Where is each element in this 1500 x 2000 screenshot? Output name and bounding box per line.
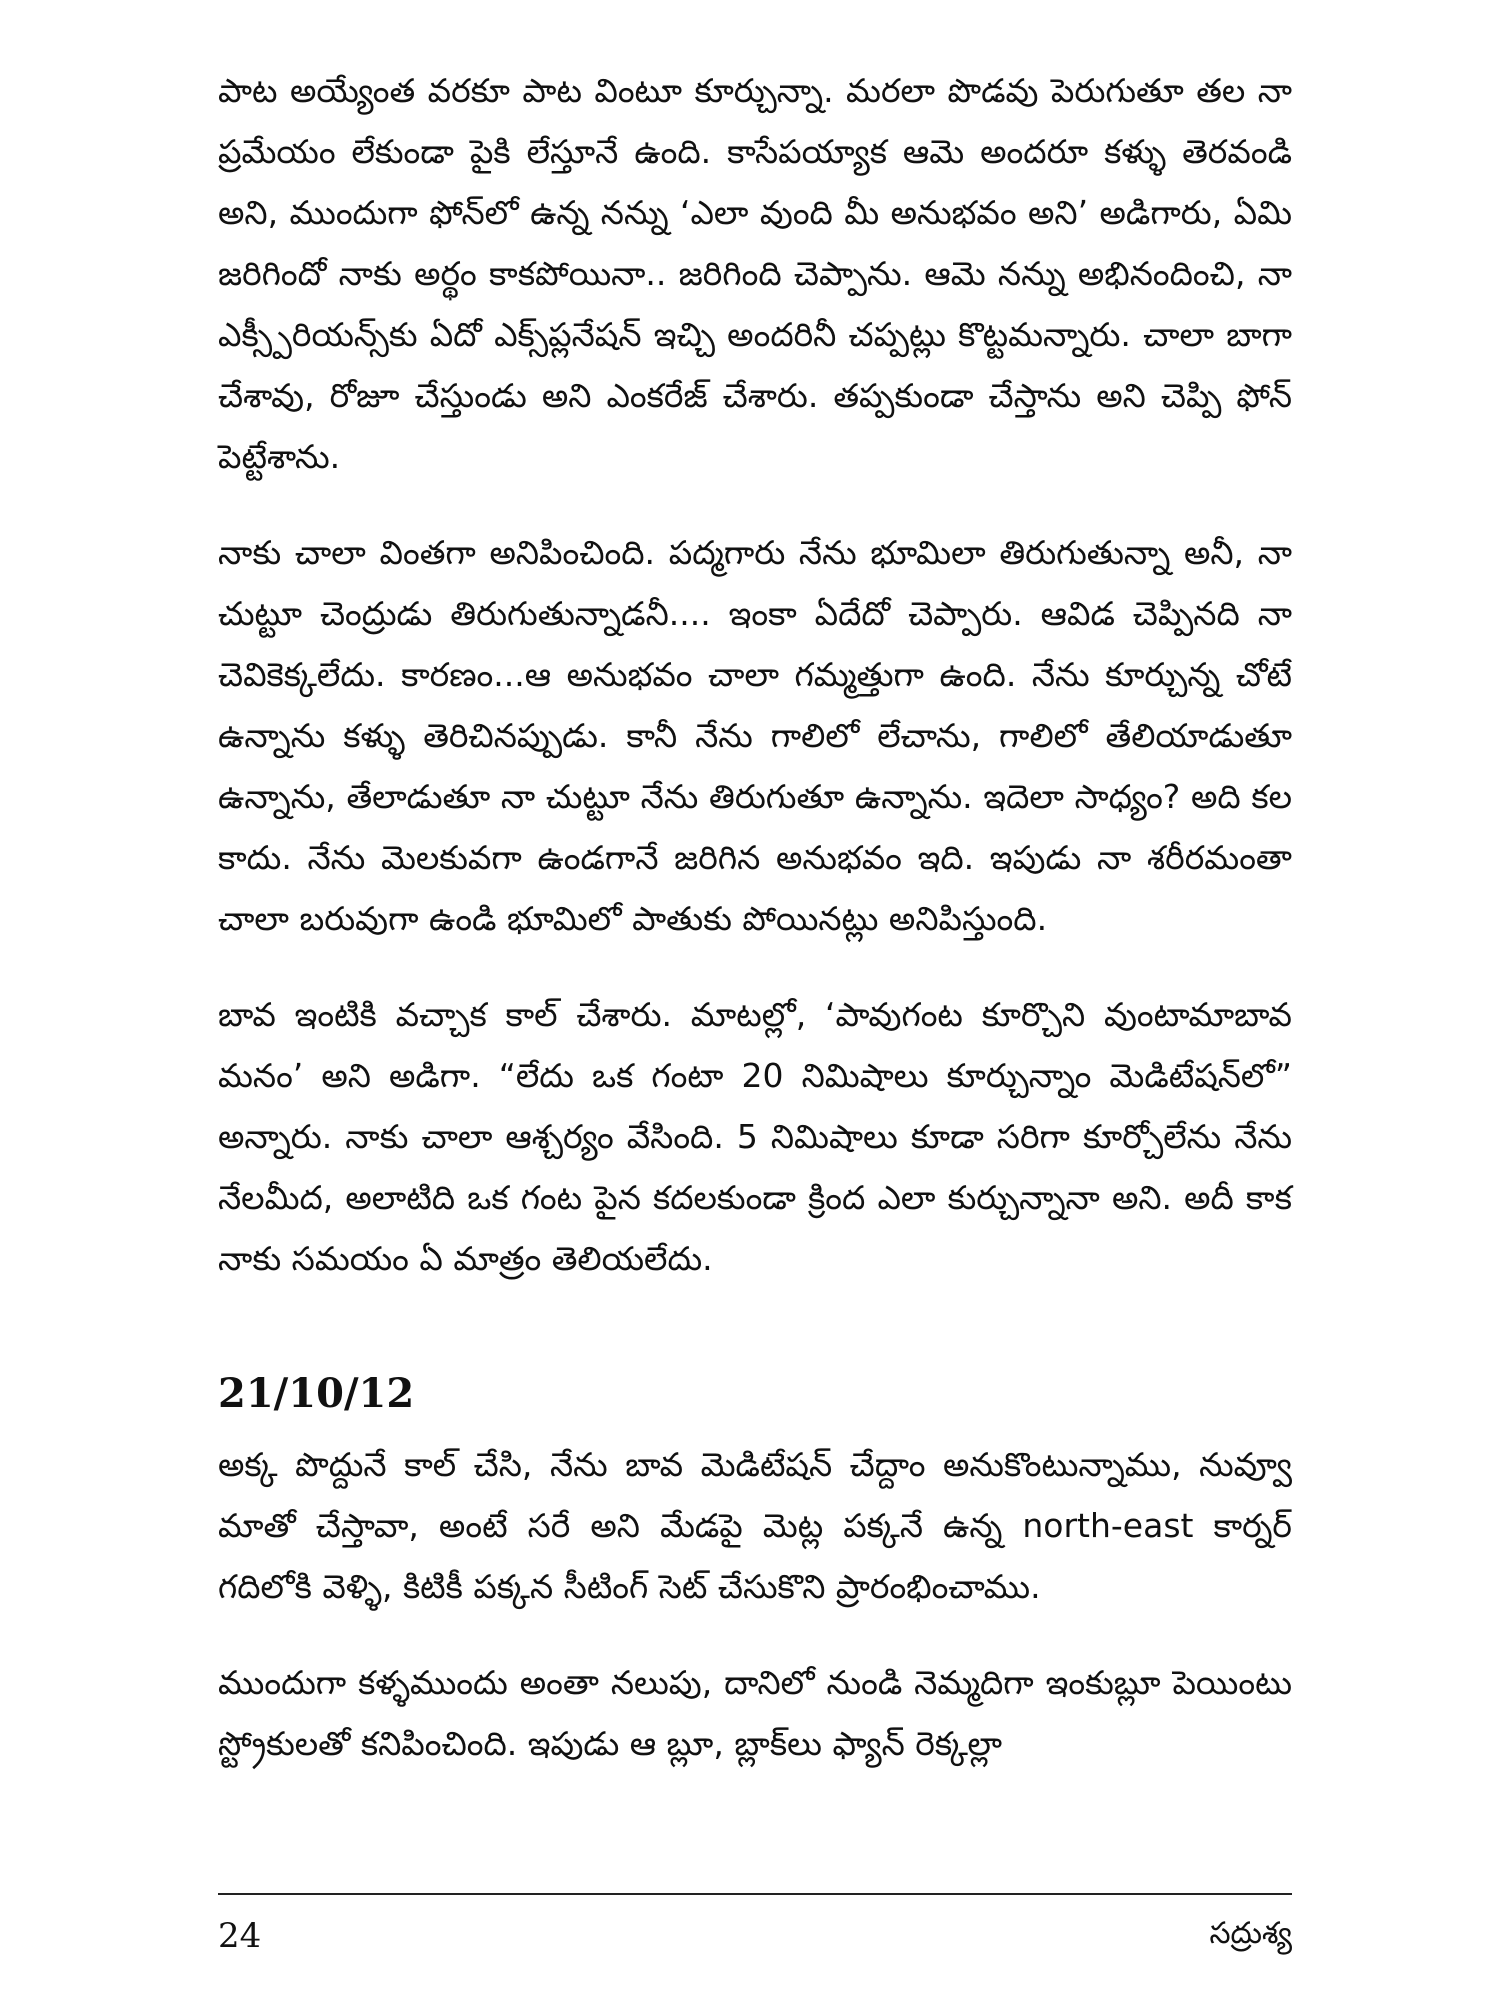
paragraph-5: ముందుగా కళ్ళముందు అంతా నలుపు, దానిలో నుండి నెమ్మదిగా ఇంకుబ్లూ పెయింటు స్ట్రోకులతో కనిపించింది. ఇపుడు ఆ బ్లూ, బ్లాక్‌లు ఫ్యాన్ రెక్కల్లా [218,1663,1292,1763]
footer-divider [218,1893,1292,1895]
paragraph-3: బావ ఇంటికి వచ్చాక కాల్ చేశారు. మాటల్లో, ‘పావుగంట కూర్చొని వుంటామాబావ మనం’ అని అడిగా. “లేదు ఒక గంటా 20 నిమిషాలు కూర్చున్నాం మెడిటేషన్‌లో” అన్నారు. నాకు చాలా ఆశ్చర్యం వేసింది. 5 నిమిషాలు కూడా సరిగా కూర్చోలేను నేను నేలమీద, అలాటిది ఒక గంట పైన కదలకుండా క్రింద ఎలా కుర్చున్నానా అని. అదీ కాక నాకు సమయం ఏ మాత్రం తెలియలేదు. [218,995,1292,1278]
page-body [218,60,1292,1809]
paragraph-1: పాట అయ్యేంత వరకూ పాట వింటూ కూర్చున్నా. మరలా పొడవు పెరుగుతూ తల నా ప్రమేయం లేకుండా పైకి లేస్తూనే ఉంది. కాసేపయ్యాక ఆమె అందరూ కళ్ళు తెరవండి అని, ముందుగా ఫోన్‌లో ఉన్న నన్ను ‘ఎలా వుంది మీ అనుభవం అని’ అడిగారు, ఏమి జరిగిందో నాకు అర్థం కాకపోయినా.. జరిగింది చెప్పాను. ఆమె నన్ను అభినందించి, నా ఎక్స్పీరియన్స్‌కు ఏదో ఎక్స్‌ప్లనేషన్ ఇచ్చి అందరినీ చప్పట్లు కొట్టమన్నారు. చాలా బాగా చేశావు, రోజూ చేస్తుండు అని ఎంకరేజ్ చేశారు. తప్పకుండా చేస్తాను అని చెప్పి ఫోన్ పెట్టేశాను. [218,71,1292,476]
running-footer-title: సద్రుశ్య [1209,1916,1292,1951]
paragraph-4: అక్క పొద్దునే కాల్ చేసి, నేను బావ మెడిటేషన్ చేద్దాం అనుకొంటున్నాము, నువ్వూ మాతో చేస్తావా, అంటే సరే అని మేడపై మెట్ల పక్కనే ఉన్న north-east కార్నర్ గదిలోకి వెళ్ళి, కిటికీ పక్కన సీటింగ్ సెట్ చేసుకొని ప్రారంభించాము. [218,1445,1292,1606]
page-number: 24 [218,1916,262,1956]
paragraph-2: నాకు చాలా వింతగా అనిపించింది. పద్మగారు నేను భూమిలా తిరుగుతున్నా అనీ, నా చుట్టూ చెంద్రుడు తిరుగుతున్నాడనీ.... ఇంకా ఏదేదో చెప్పారు. ఆవిడ చెప్పినది నా చెవికెక్కలేదు. కారణం...ఆ అనుభవం చాలా గమ్మత్తుగా ఉంది. నేను కూర్చున్న చోటే ఉన్నాను కళ్ళు తెరిచినప్పుడు. కానీ నేను గాలిలో లేచాను, గాలిలో తేలియాడుతూ ఉన్నాను, తేలాడుతూ నా చుట్టూ నేను తిరుగుతూ ఉన్నాను. ఇదెలా సాధ్యం? అది కల కాదు. నేను మెలకువగా ఉండగానే జరిగిన అనుభవం ఇది. ఇపుడు నా శరీరమంతా చాలా బరువుగా ఉండి భూమిలో పాతుకు పోయినట్లు అనిపిస్తుంది. [218,533,1292,938]
entry-date-heading: 21/10/12 [218,1370,415,1417]
